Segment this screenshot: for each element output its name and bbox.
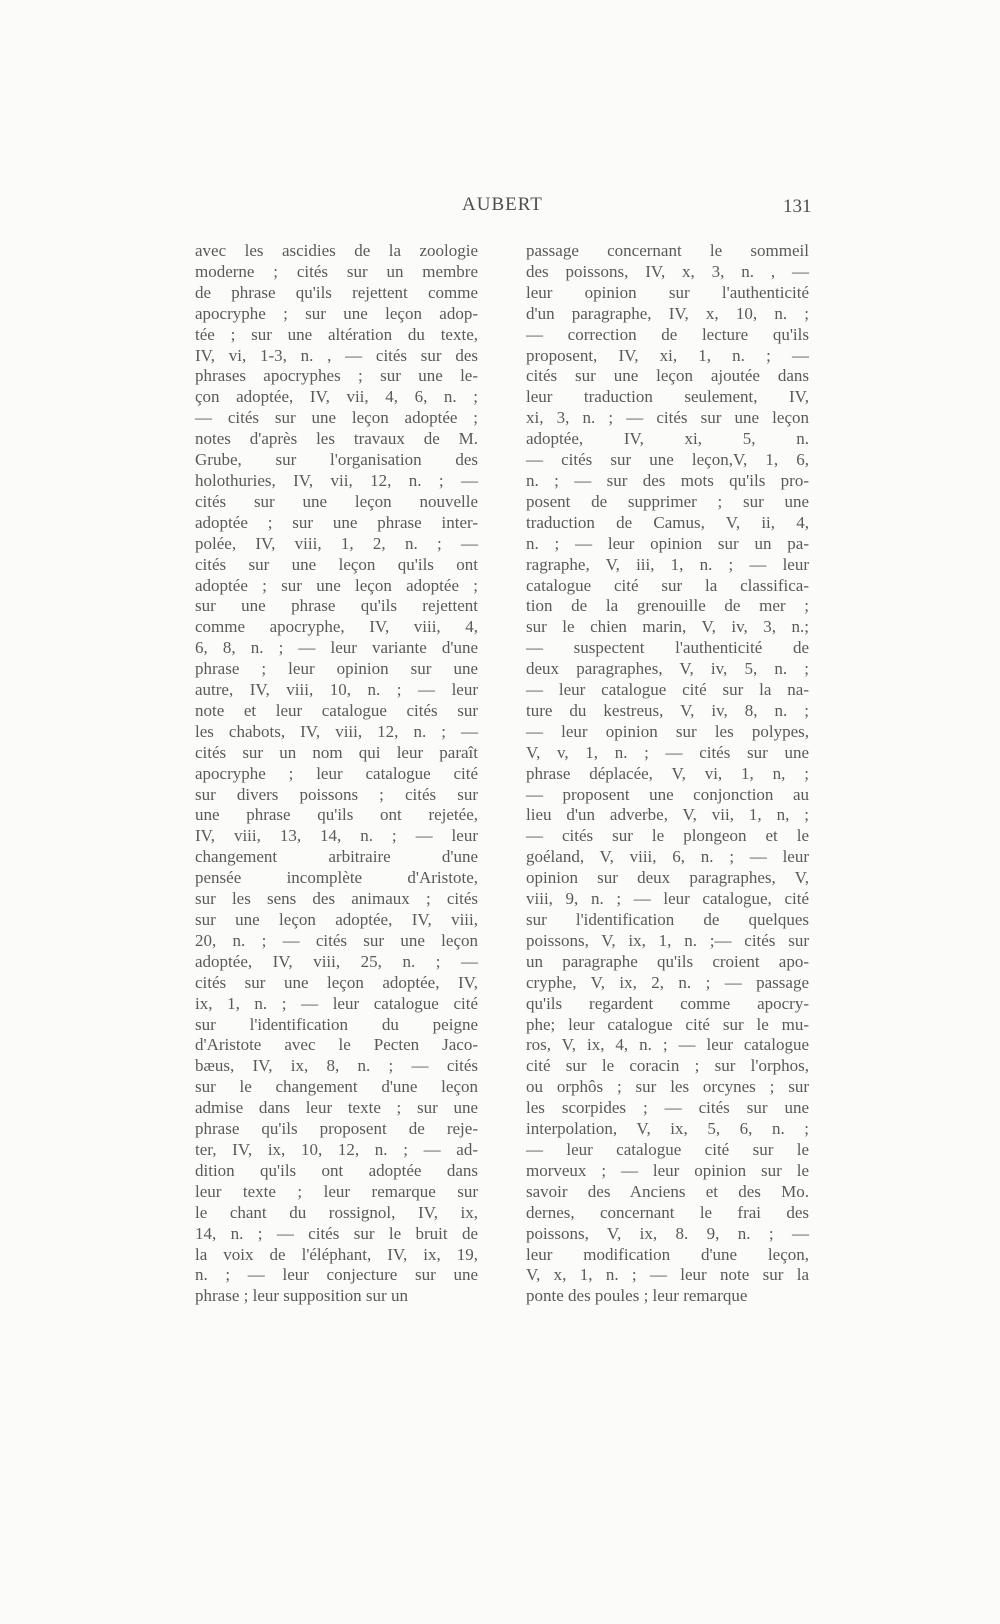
text-line: tion de la grenouille de mer ; bbox=[526, 596, 809, 616]
text-line: de phrase qu'ils rejettent comme bbox=[195, 282, 478, 302]
text-line: dition qu'ils ont adoptée dans bbox=[195, 1160, 478, 1180]
running-title: AUBERT bbox=[462, 194, 543, 215]
text-line: ou orphôs ; sur les orcynes ; sur bbox=[526, 1077, 809, 1097]
text-line: ragraphe, V, iii, 1, n. ; — leur bbox=[526, 554, 809, 574]
text-line: passage concernant le sommeil bbox=[526, 241, 809, 260]
text-line: leur traduction seulement, IV, bbox=[526, 387, 809, 407]
text-line: çon adoptée, IV, vii, 4, 6, n. ; bbox=[195, 387, 478, 407]
text-line: 20, n. ; — cités sur une leçon bbox=[195, 930, 478, 950]
text-line: sur l'identification de quelques bbox=[526, 910, 809, 929]
text-line: sur une phrase qu'ils rejettent bbox=[195, 596, 478, 616]
text-line: adoptée ; sur une leçon adoptée ; bbox=[195, 575, 478, 595]
text-line: cités sur un nom qui leur paraît bbox=[195, 742, 478, 762]
text-line: phrase qu'ils proposent de reje- bbox=[195, 1119, 478, 1139]
text-line: catalogue cité sur la classifica- bbox=[526, 575, 809, 595]
text-line: morveux ; — leur opinion sur le bbox=[526, 1160, 809, 1180]
text-line: sur divers poissons ; cités sur bbox=[195, 784, 478, 804]
text-line: adoptée, IV, xi, 5, n. bbox=[526, 429, 809, 449]
text-line: leur texte ; leur remarque sur bbox=[195, 1181, 478, 1201]
text-line: qu'ils regardent comme apocry- bbox=[526, 993, 809, 1013]
text-line: holothuries, IV, vii, 12, n. ; — bbox=[195, 470, 478, 490]
text-line: tée ; sur une altération du texte, bbox=[195, 324, 478, 344]
text-line: poissons, V, ix, 1, n. ;— cités sur bbox=[526, 930, 809, 950]
text-line: opinion sur deux paragraphes, V, bbox=[526, 868, 809, 888]
text-line: d'un paragraphe, IV, x, 10, n. ; bbox=[526, 303, 809, 323]
text-line: — suspectent l'authenticité de bbox=[526, 638, 809, 658]
text-line: les scorpides ; — cités sur une bbox=[526, 1098, 809, 1118]
page-number: 131 bbox=[783, 196, 812, 217]
text-line: moderne ; cités sur un membre bbox=[195, 261, 478, 281]
text-line: deux paragraphes, V, iv, 5, n. ; bbox=[526, 659, 809, 679]
text-line: 6, 8, n. ; — leur variante d'une bbox=[195, 638, 478, 658]
text-line: apocryphe ; leur catalogue cité bbox=[195, 763, 478, 783]
right-column bbox=[526, 241, 809, 1307]
text-line: ros, V, ix, 4, n. ; — leur catalogue bbox=[526, 1035, 809, 1055]
text-line: n. ; — leur conjecture sur une bbox=[195, 1265, 478, 1285]
text-line: n. ; — sur des mots qu'ils pro- bbox=[526, 470, 809, 490]
text-line: sur le changement d'une leçon bbox=[195, 1077, 478, 1097]
text-line: 14, n. ; — cités sur le bruit de bbox=[195, 1223, 478, 1243]
text-line: leur opinion sur l'authenticité bbox=[526, 282, 809, 302]
text-line: V, v, 1, n. ; — cités sur une bbox=[526, 742, 809, 762]
text-line: ture du kestreus, V, iv, 8, n. ; bbox=[526, 700, 809, 720]
text-line: changement arbitraire d'une bbox=[195, 847, 478, 867]
text-line: avec les ascidies de la zoologie bbox=[195, 241, 478, 260]
text-line: comme apocryphe, IV, viii, 4, bbox=[195, 617, 478, 637]
text-line: cités sur une leçon adoptée, IV, bbox=[195, 972, 478, 992]
text-line: ponte des poules ; leur remarque bbox=[526, 1286, 748, 1306]
text-line: IV, viii, 13, 14, n. ; — leur bbox=[195, 826, 478, 846]
text-line: sur l'identification du peigne bbox=[195, 1014, 478, 1034]
text-line: savoir des Anciens et des Mo. bbox=[526, 1181, 809, 1201]
text-line: sur les sens des animaux ; cités bbox=[195, 889, 478, 909]
text-line: phe; leur catalogue cité sur le mu- bbox=[526, 1014, 809, 1034]
text-line: des poissons, IV, x, 3, n. , — bbox=[526, 261, 809, 281]
text-line: — leur opinion sur les polypes, bbox=[526, 721, 809, 741]
text-line: cités sur une leçon ajoutée dans bbox=[526, 366, 809, 386]
text-line: les chabots, IV, viii, 12, n. ; — bbox=[195, 721, 478, 741]
text-line: Grube, sur l'organisation des bbox=[195, 450, 478, 470]
text-line: — leur catalogue cité sur le bbox=[526, 1139, 809, 1159]
text-line: IV, vi, 1-3, n. , — cités sur des bbox=[195, 345, 478, 365]
text-line: adoptée, IV, viii, 25, n. ; — bbox=[195, 951, 478, 971]
text-line: dernes, concernant le frai des bbox=[526, 1202, 809, 1222]
text-line: goéland, V, viii, 6, n. ; — leur bbox=[526, 847, 809, 867]
text-line: phrase déplacée, V, vi, 1, n, ; bbox=[526, 763, 809, 783]
text-line: notes d'après les travaux de M. bbox=[195, 429, 478, 449]
text-line: — proposent une conjonction au bbox=[526, 784, 809, 804]
text-line: sur le chien marin, V, iv, 3, n.; bbox=[526, 617, 809, 637]
text-line: traduction de Camus, V, ii, 4, bbox=[526, 512, 809, 532]
text-line: un paragraphe qu'ils croient apo- bbox=[526, 951, 809, 971]
text-line: adoptée ; sur une phrase inter- bbox=[195, 512, 478, 532]
text-line: cités sur une leçon qu'ils ont bbox=[195, 554, 478, 574]
text-line: viii, 9, n. ; — leur catalogue, cité bbox=[526, 889, 809, 909]
text-line: ter, IV, ix, 10, 12, n. ; — ad- bbox=[195, 1139, 478, 1159]
text-line: d'Aristote avec le Pecten Jaco- bbox=[195, 1035, 478, 1055]
text-line: autre, IV, viii, 10, n. ; — leur bbox=[195, 680, 478, 700]
text-line: sur une leçon adoptée, IV, viii, bbox=[195, 910, 478, 929]
text-line: cité sur le coracin ; sur l'orphos, bbox=[526, 1056, 809, 1076]
text-line: leur modification d'une leçon, bbox=[526, 1244, 809, 1264]
text-line: — cités sur une leçon,V, 1, 6, bbox=[526, 450, 809, 470]
text-line: — correction de lecture qu'ils bbox=[526, 324, 809, 344]
text-line: posent de supprimer ; sur une bbox=[526, 491, 809, 511]
text-line: ix, 1, n. ; — leur catalogue cité bbox=[195, 993, 478, 1013]
text-line: n. ; — leur opinion sur un pa- bbox=[526, 533, 809, 553]
text-line: le chant du rossignol, IV, ix, bbox=[195, 1202, 478, 1222]
text-line: cités sur une leçon nouvelle bbox=[195, 491, 478, 511]
text-line: pensée incomplète d'Aristote, bbox=[195, 868, 478, 888]
text-line: interpolation, V, ix, 5, 6, n. ; bbox=[526, 1119, 809, 1139]
text-line: polée, IV, viii, 1, 2, n. ; — bbox=[195, 533, 478, 553]
text-line: la voix de l'éléphant, IV, ix, 19, bbox=[195, 1244, 478, 1264]
text-line: poissons, V, ix, 8. 9, n. ; — bbox=[526, 1223, 809, 1243]
text-line: lieu d'un adverbe, V, vii, 1, n, ; bbox=[526, 805, 809, 825]
text-line: proposent, IV, xi, 1, n. ; — bbox=[526, 345, 809, 365]
text-line: cryphe, V, ix, 2, n. ; — passage bbox=[526, 972, 809, 992]
text-line: apocryphe ; sur une leçon adop- bbox=[195, 303, 478, 323]
text-line: phrase ; leur opinion sur une bbox=[195, 659, 478, 679]
text-line: une phrase qu'ils ont rejetée, bbox=[195, 805, 478, 825]
text-line: — cités sur une leçon adoptée ; bbox=[195, 408, 478, 428]
text-line: V, x, 1, n. ; — leur note sur la bbox=[526, 1265, 809, 1285]
text-line: bæus, IV, ix, 8, n. ; — cités bbox=[195, 1056, 478, 1076]
text-line: phrases apocryphes ; sur une le- bbox=[195, 366, 478, 386]
text-line: note et leur catalogue cités sur bbox=[195, 700, 478, 720]
left-column bbox=[195, 241, 478, 1307]
text-line: xi, 3, n. ; — cités sur une leçon bbox=[526, 408, 809, 428]
text-line: phrase ; leur supposition sur un bbox=[195, 1286, 408, 1306]
text-line: admise dans leur texte ; sur une bbox=[195, 1098, 478, 1118]
text-line: — leur catalogue cité sur la na- bbox=[526, 680, 809, 700]
text-line: — cités sur le plongeon et le bbox=[526, 826, 809, 846]
